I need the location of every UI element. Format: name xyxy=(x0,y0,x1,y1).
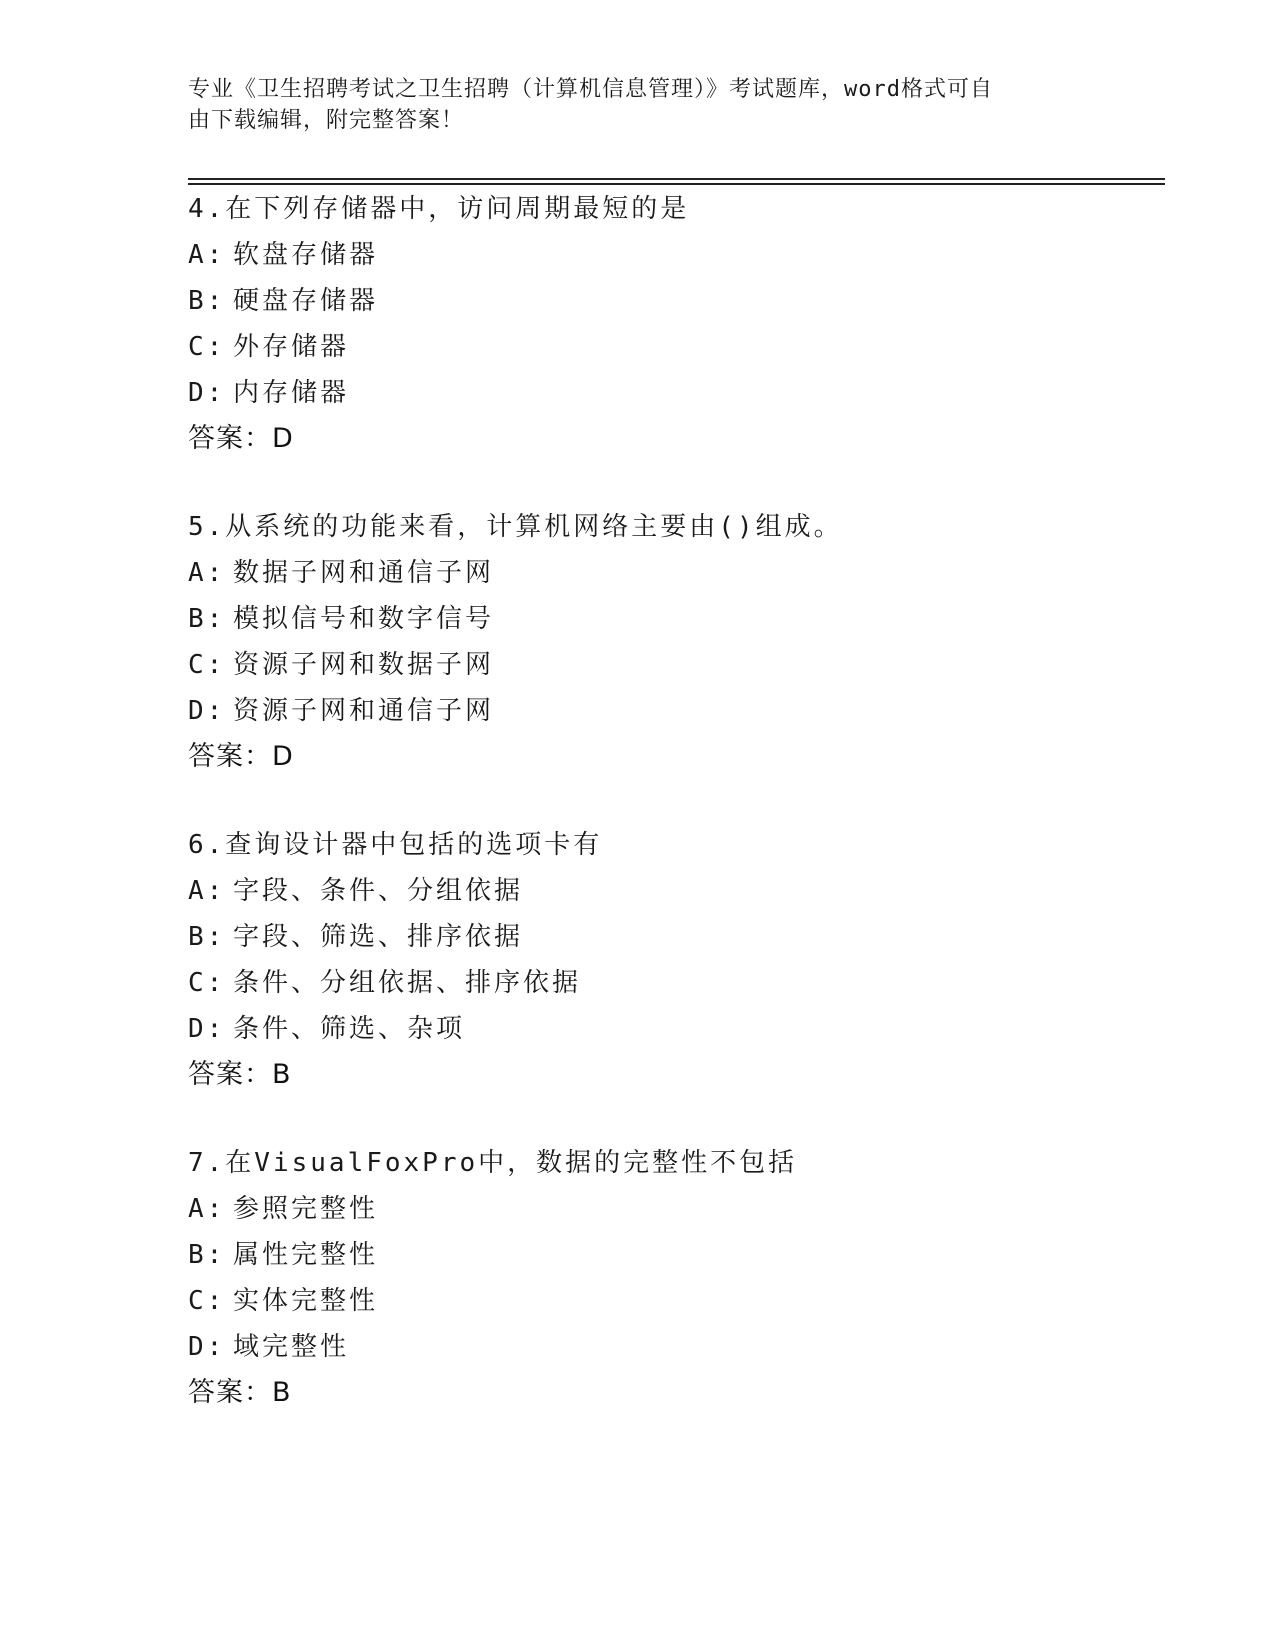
question-title: 5.从系统的功能来看，计算机网络主要由()组成。 xyxy=(188,512,843,542)
answer-line: 答案：D xyxy=(188,423,294,454)
answer-line: 答案：B xyxy=(188,1059,292,1090)
question-4 xyxy=(188,186,1138,462)
option-c xyxy=(188,324,1138,370)
answer-line: 答案：B xyxy=(188,1377,292,1408)
option-text: 硬盘存储器 xyxy=(233,286,379,316)
option-letter: A: xyxy=(188,1194,226,1224)
option-text: 参照完整性 xyxy=(233,1194,379,1224)
option-text: 资源子网和通信子网 xyxy=(233,696,495,726)
option-text: 属性完整性 xyxy=(233,1240,379,1270)
option-text: 条件、筛选、杂项 xyxy=(233,1014,466,1044)
header-divider-top xyxy=(188,178,1165,180)
option-a xyxy=(188,550,1138,596)
option-b xyxy=(188,914,1138,960)
option-text: 资源子网和数据子网 xyxy=(233,650,495,680)
option-letter: A: xyxy=(188,558,226,588)
question-6 xyxy=(188,822,1138,1098)
option-a xyxy=(188,1186,1138,1232)
answer-line: 答案：D xyxy=(188,741,294,772)
option-b xyxy=(188,278,1138,324)
option-b xyxy=(188,596,1138,642)
option-c xyxy=(188,960,1138,1006)
option-letter: B: xyxy=(188,286,226,316)
option-text: 字段、筛选、排序依据 xyxy=(233,922,524,952)
option-letter: C: xyxy=(188,650,226,680)
option-d xyxy=(188,688,1138,734)
option-letter: C: xyxy=(188,332,226,362)
option-text: 模拟信号和数字信号 xyxy=(233,604,495,634)
option-letter: B: xyxy=(188,1240,226,1270)
option-text: 域完整性 xyxy=(233,1332,350,1362)
question-title: 6.查询设计器中包括的选项卡有 xyxy=(188,830,603,860)
option-letter: D: xyxy=(188,696,226,726)
option-letter: B: xyxy=(188,922,226,952)
question-7 xyxy=(188,1140,1138,1416)
question-title: 4.在下列存储器中，访问周期最短的是 xyxy=(188,194,690,224)
option-c xyxy=(188,1278,1138,1324)
header-divider-bottom xyxy=(188,183,1165,185)
header-line-1: 专业《卫生招聘考试之卫生招聘（计算机信息管理）》考试题库，word格式可自 xyxy=(188,77,993,102)
option-text: 字段、条件、分组依据 xyxy=(233,876,524,906)
option-letter: D: xyxy=(188,378,226,408)
option-letter: B: xyxy=(188,604,226,634)
option-c xyxy=(188,642,1138,688)
option-d xyxy=(188,1006,1138,1052)
option-text: 条件、分组依据、排序依据 xyxy=(233,968,582,998)
question-5 xyxy=(188,504,1138,780)
option-text: 外存储器 xyxy=(233,332,350,362)
option-b xyxy=(188,1232,1138,1278)
document-header xyxy=(188,74,1068,136)
option-text: 软盘存储器 xyxy=(233,240,379,270)
option-letter: C: xyxy=(188,1286,226,1316)
option-text: 数据子网和通信子网 xyxy=(233,558,495,588)
header-line-2: 由下载编辑，附完整答案！ xyxy=(188,108,465,133)
option-letter: C: xyxy=(188,968,226,998)
option-letter: A: xyxy=(188,876,226,906)
option-d xyxy=(188,370,1138,416)
option-letter: D: xyxy=(188,1014,226,1044)
question-title: 7.在VisualFoxPro中，数据的完整性不包括 xyxy=(188,1148,798,1178)
option-letter: A: xyxy=(188,240,226,270)
option-text: 实体完整性 xyxy=(233,1286,379,1316)
option-a xyxy=(188,232,1138,278)
option-d xyxy=(188,1324,1138,1370)
option-a xyxy=(188,868,1138,914)
option-text: 内存储器 xyxy=(233,378,350,408)
option-letter: D: xyxy=(188,1332,226,1362)
